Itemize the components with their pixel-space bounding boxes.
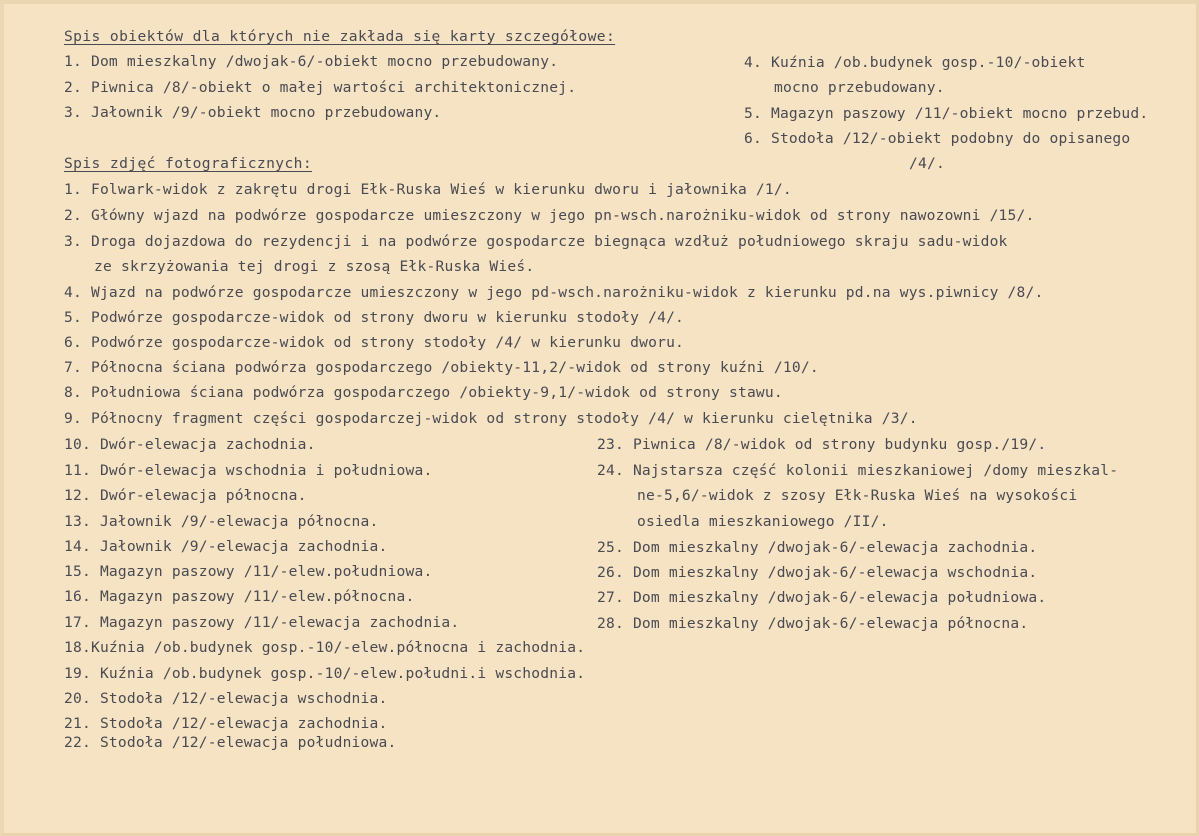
object-item: 3. Jałownik /9/-obiekt mocno przebudowany. bbox=[64, 104, 442, 121]
photo-item: 2. Główny wjazd na podwórze gospodarcze umieszczony w jego pn-wsch.narożniku-widok od strony nawozowni /15/. bbox=[64, 207, 1035, 224]
photo-item-continuation: ze skrzyżowania tej drogi z szosą Ełk-Ruska Wieś. bbox=[94, 258, 535, 275]
photo-item: 8. Południowa ściana podwórza gospodarczego /obiekty-9,1/-widok od strony stawu. bbox=[64, 384, 783, 401]
photo-item: 18.Kuźnia /ob.budynek gosp.-10/-elew.północna i zachodnia. bbox=[64, 639, 586, 656]
photo-item: 1. Folwark-widok z zakrętu drogi Ełk-Ruska Wieś w kierunku dworu i jałownika /1/. bbox=[64, 181, 792, 198]
photo-item-continuation: ne-5,6/-widok z szosy Ełk-Ruska Wieś na wysokości bbox=[637, 487, 1078, 504]
photo-item: 25. Dom mieszkalny /dwojak-6/-elewacja zachodnia. bbox=[597, 539, 1038, 556]
photo-item: 20. Stodoła /12/-elewacja wschodnia. bbox=[64, 690, 388, 707]
photo-item: 24. Najstarsza część kolonii mieszkaniowej /domy mieszkal- bbox=[597, 462, 1119, 479]
photo-item: 9. Północny fragment części gospodarczej-widok od strony stodoły /4/ w kierunku cielętnika /3/. bbox=[64, 410, 918, 427]
photo-item: 12. Dwór-elewacja północna. bbox=[64, 487, 307, 504]
photo-item: 5. Podwórze gospodarcze-widok od strony dworu w kierunku stodoły /4/. bbox=[64, 309, 685, 326]
object-item-continuation: /4/. bbox=[909, 155, 945, 172]
photo-item: 26. Dom mieszkalny /dwojak-6/-elewacja wschodnia. bbox=[597, 564, 1038, 581]
photo-item: 17. Magazyn paszowy /11/-elewacja zachodnia. bbox=[64, 614, 460, 631]
photo-item: 21. Stodoła /12/-elewacja zachodnia. bbox=[64, 715, 388, 732]
photo-item: 28. Dom mieszkalny /dwojak-6/-elewacja północna. bbox=[597, 615, 1029, 632]
heading-photos-list: Spis zdjęć fotograficznych: bbox=[64, 155, 313, 172]
photo-item: 11. Dwór-elewacja wschodnia i południowa. bbox=[64, 462, 433, 479]
photo-item: 13. Jałownik /9/-elewacja północna. bbox=[64, 513, 379, 530]
object-item-continuation: mocno przebudowany. bbox=[774, 79, 945, 96]
photo-item: 4. Wjazd na podwórze gospodarcze umieszczony w jego pd-wsch.narożniku-widok z kierunku pd.na wys.piwnicy /8/. bbox=[64, 284, 1044, 301]
heading-objects-list: Spis obiektów dla których nie zakłada się karty szczegółowe: bbox=[64, 28, 616, 45]
photo-item: 27. Dom mieszkalny /dwojak-6/-elewacja południowa. bbox=[597, 589, 1047, 606]
photo-item: 10. Dwór-elewacja zachodnia. bbox=[64, 436, 316, 453]
object-item: 4. Kuźnia /ob.budynek gosp.-10/-obiekt bbox=[744, 54, 1086, 71]
photo-item: 23. Piwnica /8/-widok od strony budynku gosp./19/. bbox=[597, 436, 1047, 453]
photo-item: 16. Magazyn paszowy /11/-elew.północna. bbox=[64, 588, 415, 605]
photo-item: 6. Podwórze gospodarcze-widok od strony stodoły /4/ w kierunku dworu. bbox=[64, 334, 685, 351]
object-item: 6. Stodoła /12/-obiekt podobny do opisanego bbox=[744, 130, 1131, 147]
object-item: 1. Dom mieszkalny /dwojak-6/-obiekt mocno przebudowany. bbox=[64, 53, 559, 70]
photo-item: 19. Kuźnia /ob.budynek gosp.-10/-elew.południ.i wschodnia. bbox=[64, 665, 586, 682]
photo-item: 7. Północna ściana podwórza gospodarczego /obiekty-11,2/-widok od strony kuźni /10/. bbox=[64, 359, 819, 376]
object-item: 5. Magazyn paszowy /11/-obiekt mocno przebud. bbox=[744, 105, 1149, 122]
photo-item: 15. Magazyn paszowy /11/-elew.południowa. bbox=[64, 563, 433, 580]
photo-item-continuation: osiedla mieszkaniowego /II/. bbox=[637, 513, 889, 530]
photo-item: 14. Jałownik /9/-elewacja zachodnia. bbox=[64, 538, 388, 555]
object-item: 2. Piwnica /8/-obiekt o małej wartości architektonicznej. bbox=[64, 79, 577, 96]
photo-item: 22. Stodoła /12/-elewacja południowa. bbox=[64, 734, 397, 751]
photo-item: 3. Droga dojazdowa do rezydencji i na podwórze gospodarcze biegnąca wzdłuż południowego skraju sadu-widok bbox=[64, 233, 1008, 250]
